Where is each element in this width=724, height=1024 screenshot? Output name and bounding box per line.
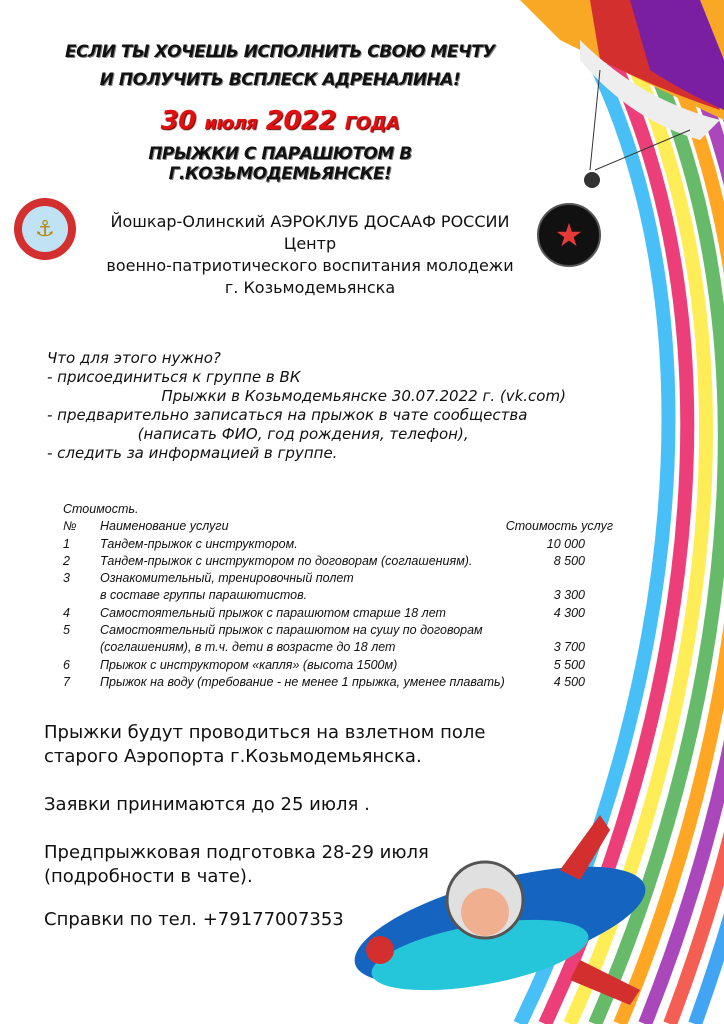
phone-contact: Справки по тел. +79177007353: [44, 909, 344, 930]
date-month: июля: [204, 113, 258, 134]
price-table-row: [63, 674, 613, 691]
org-center-name: военно-патриотического воспитания молодежи: [106, 256, 514, 275]
col-num-header: №: [63, 519, 77, 534]
service-name: Самостоятельный прыжок с парашютом старше 18 лет: [100, 605, 446, 620]
service-price: 5 500: [553, 657, 585, 672]
price-table: [63, 501, 613, 691]
event-date: [40, 106, 520, 136]
requirement-item: - присоединиться к группе в ВК: [47, 368, 301, 386]
row-number: 2: [63, 553, 70, 568]
service-price: [515, 622, 613, 639]
price-table-title: Стоимость.: [63, 502, 139, 516]
org-center: Центр: [283, 234, 337, 253]
row-number: [63, 639, 100, 656]
row-number: 5: [63, 623, 70, 638]
headline-jumps: ПРЫЖКИ С ПАРАШЮТОМ В Г.КОЗЬМОДЕМЬЯНСКЕ!: [148, 144, 412, 184]
date-suffix: ГОДА: [344, 113, 400, 134]
price-table-row: [63, 605, 613, 622]
row-number: [63, 587, 100, 604]
price-table-row: [63, 622, 613, 639]
price-table-row: [63, 639, 613, 656]
service-name: Тандем-прыжок с инструктором по договорам (соглашениям).: [100, 553, 473, 568]
price-table-row: [63, 570, 613, 587]
row-number: 4: [63, 605, 70, 620]
price-table-row: [63, 536, 613, 553]
service-price: [515, 570, 613, 587]
prep-line2: (подробности в чате).: [44, 866, 253, 887]
location-line2: старого Аэропорта г.Козьмодемьянска.: [44, 746, 422, 767]
anchor-icon: ⚓: [22, 206, 68, 252]
row-number: 7: [63, 674, 70, 689]
price-table-header: [63, 518, 613, 535]
service-name: Самостоятельный прыжок с парашютом на сушу по договорам: [100, 623, 483, 638]
deadline-text: Заявки принимаются до 25 июля .: [44, 794, 370, 815]
row-number: 1: [63, 536, 70, 551]
price-table-row: [63, 587, 613, 604]
price-table-row: [63, 553, 613, 570]
col-price-header: Стоимость услуг: [505, 519, 613, 534]
date-day: 30: [160, 106, 196, 136]
requirements-title: Что для этого нужно?: [47, 349, 221, 367]
headline-dream: ЕСЛИ ТЫ ХОЧЕШЬ ИСПОЛНИТЬ СВОЮ МЕЧТУ: [65, 42, 495, 62]
service-name: в составе группы парашютистов.: [100, 588, 308, 603]
service-name: Тандем-прыжок с инструктором.: [100, 536, 298, 551]
location-line1: Прыжки будут проводиться на взлетном поле: [44, 722, 486, 743]
service-price: 3 300: [553, 588, 585, 603]
organization-block: [70, 211, 550, 299]
org-city: г. Козьмодемьянска: [224, 278, 396, 297]
requirement-item: Прыжки в Козьмодемьянске 30.07.2022 г. (vk.com): [47, 387, 566, 405]
requirements-block: [47, 349, 566, 463]
row-number: 3: [63, 571, 70, 586]
col-name-header: Наименование услуги: [100, 519, 229, 534]
prep-line1: Предпрыжковая подготовка 28-29 июля: [44, 842, 429, 863]
youth-center-star-logo: ★: [537, 203, 601, 267]
price-table-row: [63, 657, 613, 674]
date-year: 2022: [265, 106, 337, 136]
requirement-item: - следить за информацией в группе.: [47, 444, 338, 462]
row-number: 6: [63, 657, 70, 672]
headline-adrenaline: И ПОЛУЧИТЬ ВСПЛЕСК АДРЕНАЛИНА!: [99, 70, 461, 90]
service-price: 4 300: [553, 605, 585, 620]
service-name: (соглашениям), в т.ч. дети в возрасте до 18 лет: [100, 640, 396, 655]
service-price: 4 500: [553, 674, 585, 689]
requirement-item: (написать ФИО, год рождения, телефон),: [47, 425, 469, 443]
service-price: 10 000: [546, 536, 585, 551]
aeroclub-logo: [14, 198, 76, 260]
service-name: Прыжок с инструктором «капля» (высота 1500м): [100, 657, 398, 672]
service-name: Ознакомительный, тренировочный полет: [100, 571, 354, 586]
service-price: 3 700: [553, 640, 585, 655]
service-price: 8 500: [553, 553, 585, 568]
service-name: Прыжок на воду (требование - не менее 1 прыжка, уменее плавать): [100, 674, 505, 689]
requirement-item: - предварительно записаться на прыжок в чате сообщества: [47, 406, 528, 424]
org-name: Йошкар-Олинский АЭРОКЛУБ ДОСААФ РОССИИ: [110, 212, 510, 231]
